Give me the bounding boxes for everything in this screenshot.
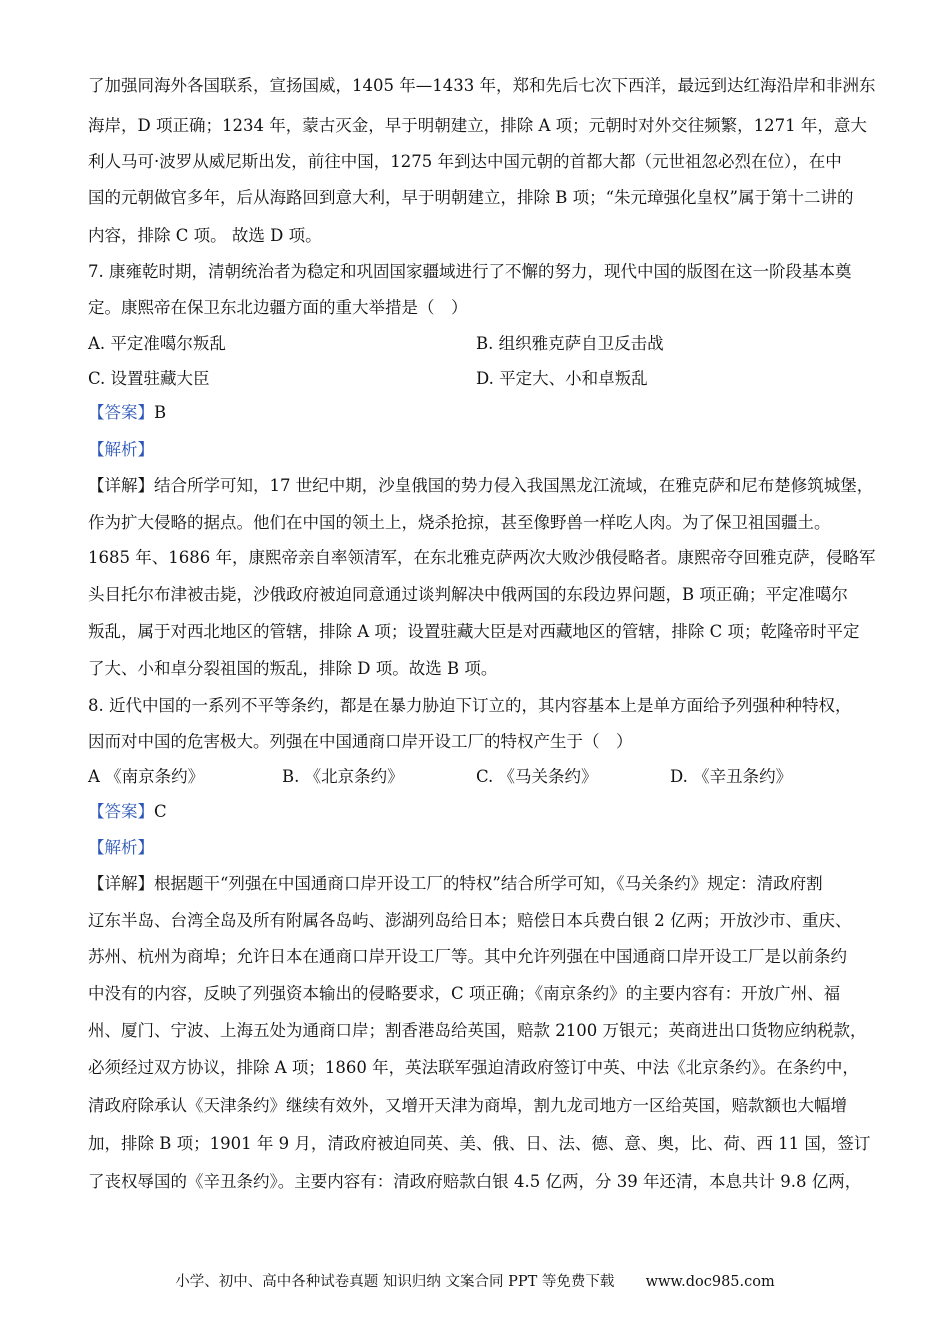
q7-stem-line: 定。康熙帝在保卫东北边疆方面的重大举措是（ ）: [88, 298, 468, 317]
q7-stem-line: 7. 康雍乾时期，清朝统治者为稳定和巩固国家疆域进行了不懈的努力，现代中国的版图在这一阶段基本奠: [88, 262, 852, 281]
paragraph-line: 了加强同海外各国联系，宣扬国威，1405 年—1433 年，郑和先后七次下西洋，最远到达红海沿岸和非洲东: [88, 76, 876, 95]
detail-tag: 【详解】: [88, 874, 154, 893]
q8-detail-line: 州、厦门、宁波、上海五处为通商口岸；割香港岛给英国，赔款 2100 万银元；英商进出口货物应纳税款，: [88, 1021, 867, 1040]
paragraph-line: 利人马可·波罗从威尼斯出发，前往中国，1275 年到达中国元朝的首都大都（元世祖忽必烈在位），在中: [88, 152, 842, 171]
q7-detail-line: [88, 476, 878, 496]
q8-detail-line: 辽东半岛、台湾全岛及所有附属各岛屿、澎湖列岛给日本；赔偿日本兵费白银 2 亿两；开放沙市、重庆、: [88, 911, 852, 930]
q7-option-a: A. 平定准噶尔叛乱: [88, 334, 226, 353]
q8-detail-line: 加，排除 B 项；1901 年 9 月，清政府被迫同英、美、俄、日、法、德、意、奥，比、荷、西 11 国，签订: [88, 1134, 871, 1153]
q8-answer: [88, 802, 878, 822]
answer-tag: 【答案】: [88, 403, 154, 422]
q8-detail-line: 中没有的内容，反映了列强资本输出的侵略要求，C 项正确；《南京条约》的主要内容有：开放广州、福: [88, 984, 841, 1003]
q7-detail-line: 作为扩大侵略的据点。他们在中国的领土上，烧杀抢掠，甚至像野兽一样吃人肉。为了保卫祖国疆土。: [88, 513, 831, 532]
footer-site-link[interactable]: www.doc985.com: [645, 1274, 775, 1290]
q7-analysis-tag: 【解析】: [88, 440, 154, 459]
q8-detail-line: 苏州、杭州为商埠；允许日本在通商口岸开设工厂等。其中允许列强在中国通商口岸开设工厂是以前条约: [88, 947, 847, 966]
q8-option-d: D. 《辛丑条约》: [670, 767, 793, 786]
paragraph-line: 内容，排除 C 项。 故选 D 项。: [88, 226, 322, 245]
q8-analysis-tag: 【解析】: [88, 838, 154, 857]
q7-detail-line: 叛乱，属于对西北地区的管辖，排除 A 项；设置驻藏大臣是对西藏地区的管辖，排除 C 项；乾隆帝时平定: [88, 622, 860, 641]
detail-text: 结合所学可知，17 世纪中期，沙皇俄国的势力侵入我国黑龙江流域，在雅克萨和尼布楚修筑城堡，: [154, 476, 874, 495]
q8-option-c: C. 《马关条约》: [476, 767, 598, 786]
q8-detail-line: [88, 874, 878, 894]
q7-answer: [88, 403, 878, 423]
q7-option-c: C. 设置驻藏大臣: [88, 369, 210, 388]
q7-detail-line: 了大、小和卓分裂祖国的叛乱，排除 D 项。故选 B 项。: [88, 659, 498, 678]
q8-detail-line: 清政府除承认《天津条约》继续有效外，又增开天津为商埠，割九龙司地方一区给英国，赔款额也大幅增: [88, 1096, 847, 1115]
answer-value: B: [154, 403, 167, 422]
q8-stem-line: 8. 近代中国的一系列不平等条约，都是在暴力胁迫下订立的，其内容基本上是单方面给予列强种种特权，: [88, 696, 852, 715]
detail-text: 根据题干“列强在中国通商口岸开设工厂的特权”结合所学可知，《马关条约》规定：清政府割: [154, 874, 823, 893]
paragraph-line: 海岸，D 项正确；1234 年，蒙古灭金，早于明朝建立，排除 A 项；元朝时对外交往频繁，1271 年，意大: [88, 116, 867, 135]
q8-option-b: B. 《北京条约》: [282, 767, 404, 786]
q7-option-b: B. 组织雅克萨自卫反击战: [476, 334, 664, 353]
paragraph-line: 国的元朝做官多年，后从海路回到意大利，早于明朝建立，排除 B 项；“朱元璋强化皇权”属于第十二讲的: [88, 188, 854, 207]
detail-tag: 【详解】: [88, 476, 154, 495]
q8-stem-line: 因而对中国的危害极大。列强在中国通商口岸开设工厂的特权产生于（ ）: [88, 732, 633, 751]
q8-detail-line: 了丧权辱国的《辛丑条约》。主要内容有：清政府赔款白银 4.5 亿两，分 39 年还清，本息共计 9.8 亿两，: [88, 1172, 862, 1191]
answer-value: C: [154, 802, 167, 821]
q7-option-d: D. 平定大、小和卓叛乱: [476, 369, 648, 388]
q7-detail-line: 头目托尔布津被击毙，沙俄政府被迫同意通过谈判解决中俄两国的东段边界问题，B 项正确；平定准噶尔: [88, 585, 848, 604]
q8-option-a: A 《南京条约》: [88, 767, 205, 786]
answer-tag: 【答案】: [88, 802, 154, 821]
page-footer: [0, 1270, 950, 1291]
footer-text: 小学、初中、高中各种试卷真题 知识归纳 文案合同 PPT 等免费下载: [175, 1274, 615, 1290]
q8-detail-line: 必须经过双方协议，排除 A 项；1860 年，英法联军强迫清政府签订中英、中法《北京条约》。在条约中，: [88, 1058, 859, 1077]
q7-detail-line: 1685 年、1686 年，康熙帝亲自率领清军，在东北雅克萨两次大败沙俄侵略者。康熙帝夺回雅克萨，侵略军: [88, 548, 876, 567]
